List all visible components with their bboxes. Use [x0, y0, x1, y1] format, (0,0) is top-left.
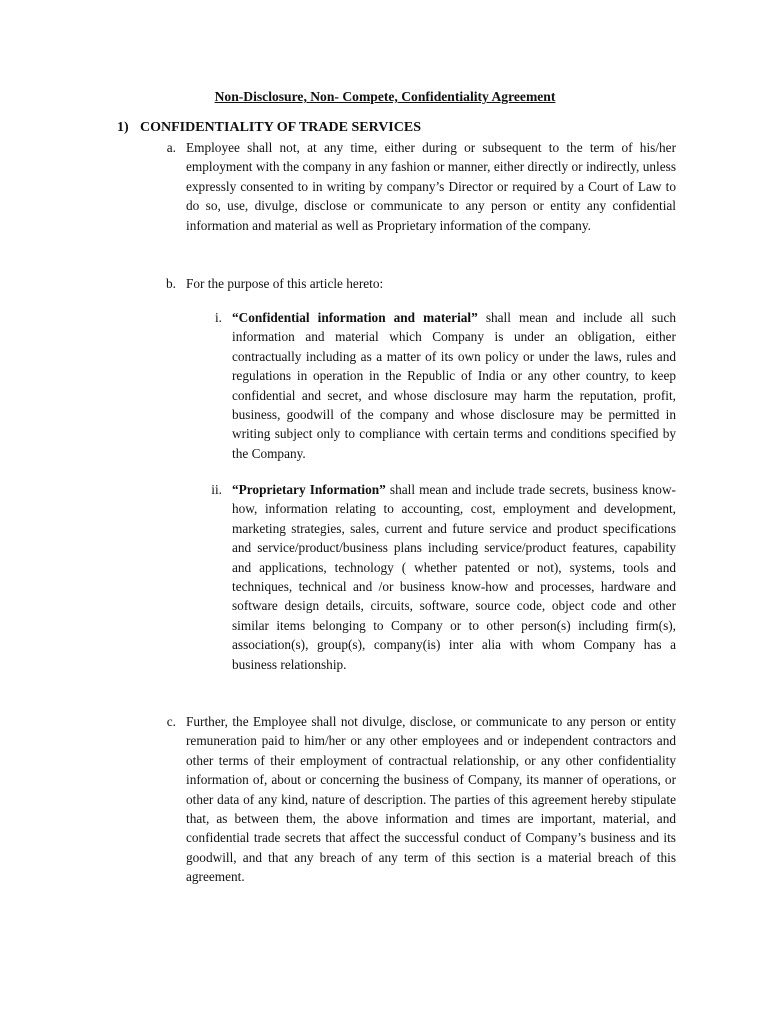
subitem-ii-marker: ii. [211, 482, 222, 497]
subitem-i-marker: i. [214, 310, 222, 325]
item-a-paragraph: Employee shall not, at any time, either during or subsequent to the term of his/her employment with the company in any fashion or manner, either directly or indirectly, unless expressly consented to in writing by company’s Director or required by a Court of Law to do so, use, divulge, disclose or communicate to any person or entity any confidential information and material as well as Proprietary information of the company. [186, 140, 676, 233]
subitem-i-text: shall mean and include all such information and material which Company is under an obligation, either contractually including as a matter of its own policy or under the laws, rules and regulations in operation in the Republic of India or any other country, to keep confidential and secret, and whose disclosure may harm the reputation, profit, business, goodwill of the company and whose disclosure may be permitted in writing subject only to compliance with certain terms and conditions specified by the Company. [232, 310, 676, 461]
item-b-paragraph: For the purpose of this article hereto: [186, 276, 384, 291]
subitem-i-paragraph [232, 308, 676, 463]
section-number: 1) [117, 120, 129, 135]
item-c-marker: c. [166, 714, 176, 729]
item-a-marker: a. [166, 140, 176, 155]
subitem-ii-text: shall mean and include trade secrets, business know-how, information relating to accounting, cost, employment and development, marketing strategies, sales, current and future service and product specifications and service/product/business plans including service/product features, capability and applications, technology ( whether patented or not), systems, tools and techniques, technical and /or business know-how and processes, hardware and software design details, circuits, software, source code, object code and other similar items belonging to Company or to other person(s) including firm(s), association(s), group(s), company(is) inter alia with whom Company has a business relationship. [232, 482, 676, 672]
document-title: Non-Disclosure, Non- Compete, Confidentiality Agreement [214, 89, 556, 104]
section-heading-text: CONFIDENTIALITY OF TRADE SERVICES [140, 120, 421, 135]
item-b-marker: b. [166, 276, 176, 291]
subitem-ii-paragraph [232, 480, 676, 674]
item-c-paragraph: Further, the Employee shall not divulge, disclose, or communicate to any person or entity remuneration paid to him/her or any other employees and or independent contractors and other terms of their employment of contractual relationship, or any other confidentiality information of, about or concerning the business of Company, its manner of operations, or other data of any kind, nature of description. The parties of this agreement hereby stipulate that, as between them, the above information and times are important, material, and confidential trade secrets that affect the successful conduct of Company’s business and its goodwill, and that any breach of any term of this section is a material breach of this agreement. [186, 714, 676, 885]
subitem-ii-term: “Proprietary Information” [232, 482, 386, 497]
section-heading [117, 118, 421, 137]
subitem-i-term: “Confidential information and material” [232, 310, 478, 325]
